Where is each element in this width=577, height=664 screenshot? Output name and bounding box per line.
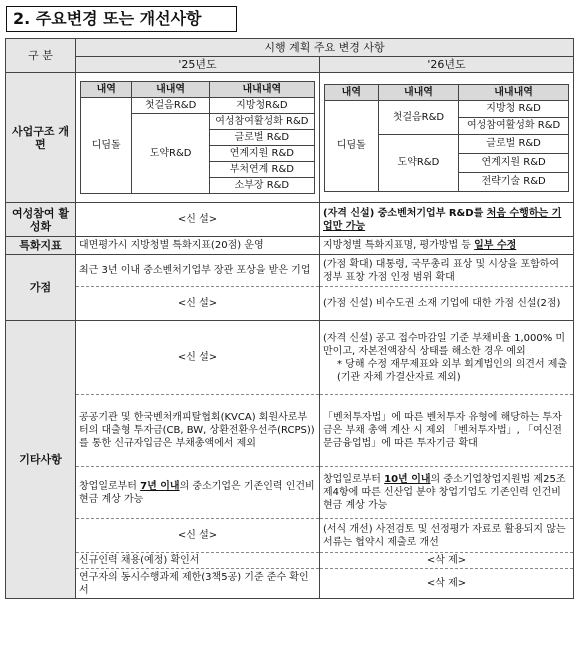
women-2025: <신 설> [76,203,320,237]
other-r5-2025: 신규인력 채용(예정) 확인서 [76,553,320,569]
global-2025: 글로벌 R&D [209,130,314,146]
local-2026: 지방청 R&D [459,100,569,117]
inner-header-3: 내내내역 [209,82,314,98]
local-2025: 지방청R&D [209,98,314,114]
special-2026-emph: 일부 수정 [474,240,517,251]
women-label: 여성참여 활성화 [6,203,76,237]
other-r1-2026 [320,321,574,395]
special-2025: 대면평가시 지방청별 특화지표(20점) 운영 [76,237,320,255]
inner-header-3: 내내내역 [459,84,569,100]
structure-label: 사업구조 개편 [6,73,76,203]
special-2026 [320,237,574,255]
women-2025: 여성참여활성화 R&D [209,114,314,130]
ministry-link-2025: 부처연계 R&D [209,162,314,178]
other-r3-2025-emph: 7년 이내 [140,480,180,492]
bonus-r2-2025: <신 설> [76,287,320,321]
other-label: 기타사항 [6,321,76,599]
link-support-2026: 연계지원 R&D [459,153,569,172]
didimdol-2026: 디딤돌 [325,100,379,191]
women-2026: 여성참여활성화 R&D [459,117,569,134]
other-r3-2025-pre: 창업일로부터 [79,480,141,492]
other-r3-2026-pre: 창업일로부터 [323,474,385,485]
other-r3-2025-post: 의 중소기업은 기존인력 인건비 현금 계상 가능 [79,480,315,505]
changes-table [5,38,574,599]
structure-2026-table [324,84,569,192]
header-2025: '25년도 [76,57,320,73]
women-2026-text: (자격 신설) 중소벤처기업부 R&D를 [323,207,487,219]
link-support-2025: 연계지원 R&D [209,146,314,162]
other-r3-2026-emph: 10년 이내 [384,474,431,485]
special-label: 특화지표 [6,237,76,255]
other-r6-2026: <삭 제> [320,569,574,599]
first-step-2025: 첫걸음R&D [132,98,209,114]
inner-header-2: 내내역 [378,84,459,100]
other-r2-2025: 공공기관 및 한국벤처캐피탈협회(KVCA) 회원사로부터의 대출형 투자금(CB, BW, 상환전환우선주(RCPS))를 통한 신규자입금은 부채총액에서 제외 [76,395,320,467]
leap-2026: 도약R&D [378,134,459,191]
special-2026-text: 지방청별 특화지표명, 평가방법 등 [323,240,475,251]
other-r3-2026-post: 의 중소기업창업지원법 제25조제4항에 따른 신산업 분야 창업기업도 기존인력 인건비 현금 계상 가능 [323,474,566,511]
global-2026: 글로벌 R&D [459,134,569,153]
other-r1-2026-text: (자격 신설) 공고 접수마감일 기준 부채비율 1,000% 미만이고, 자본전액잠식 상태를 해소한 경우 예외 [323,332,566,357]
structure-2025-cell [76,73,320,203]
header-2026: '26년도 [320,57,574,73]
other-r1-2026-note: * 당해 수정 재무제표와 외부 회계법인의 의견서 제출(기관 자체 가결산자료 제외) [337,358,568,383]
women-2026-emph: 처음 수행하는 기업만 가능 [323,207,562,232]
header-gubun: 구 분 [6,39,76,73]
bonus-label: 가점 [6,255,76,321]
other-r4-2026: (서식 개선) 사전검토 및 선정평가 자료로 활용되지 않는 서류는 협약시 제출로 개선 [320,519,574,553]
bonus-r1-2026: (가점 확대) 대통령, 국무총리 표상 및 시상을 포함하여 정부 표창 가점 인정 범위 확대 [320,255,574,287]
bonus-r2-2026: (가점 신설) 비수도권 소재 기업에 대한 가점 신설(2점) [320,287,574,321]
other-r3-2026 [320,467,574,519]
structure-2025-table [80,81,315,194]
other-r3-2025 [76,467,320,519]
other-r2-2026: 「벤처투자법」에 따른 벤처투자 유형에 해당하는 투자금은 부채 총액 계산 시 제외 「벤처투자법」, 「여신전문금융업법」에 따른 투자기금 확대 [320,395,574,467]
inner-header-1: 내역 [81,82,132,98]
header-plan: 시행 계획 주요 변경 사항 [76,39,574,57]
bonus-r1-2025: 최근 3년 이내 중소벤처기업부 장관 포상을 받은 기업 [76,255,320,287]
leap-2025: 도약R&D [132,114,209,194]
strategic-2026: 전략기술 R&D [459,172,569,191]
women-2026 [320,203,574,237]
inner-header-1: 내역 [325,84,379,100]
section-heading: 2. 주요변경 또는 개선사항 [6,6,237,32]
other-r5-2026: <삭 제> [320,553,574,569]
first-step-2026: 첫걸음R&D [378,100,459,134]
structure-2026-cell [320,73,574,203]
other-r4-2025: <신 설> [76,519,320,553]
parts-2025: 소부장 R&D [209,178,314,194]
didimdol-2025: 디딤돌 [81,98,132,194]
other-r6-2025: 연구자의 동시수행과제 제한(3책5공) 기준 준수 확인서 [76,569,320,599]
other-r1-2025: <신 설> [76,321,320,395]
inner-header-2: 내내역 [132,82,209,98]
